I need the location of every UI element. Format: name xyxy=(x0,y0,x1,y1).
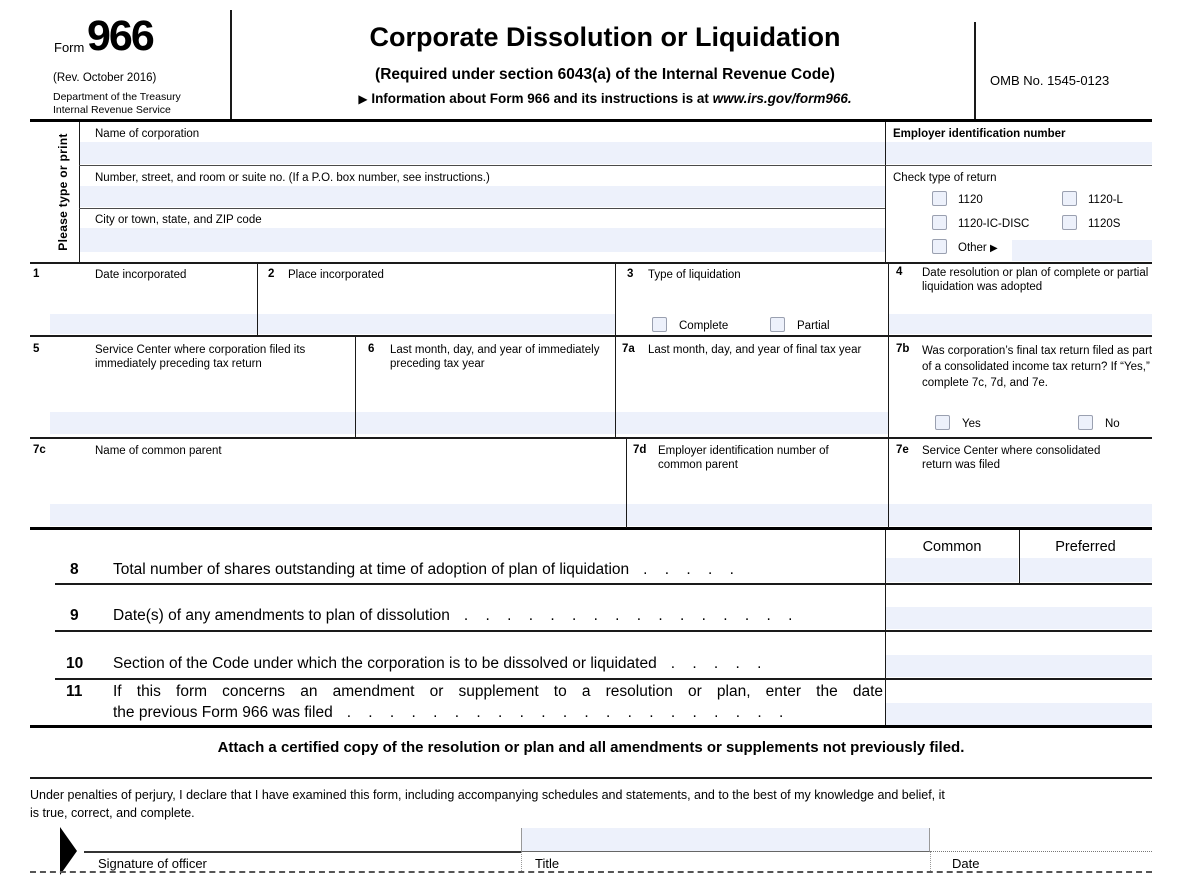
checkbox-yes-label: Yes xyxy=(962,418,981,430)
checkbox-1120-ic-disc-label: 1120-IC-DISC xyxy=(958,218,1030,230)
line8-text: Total number of shares outstanding at time of adoption of plan of liquidation . . . . . xyxy=(113,561,734,578)
ein-label: Employer identification number xyxy=(893,128,1066,140)
line8-number: 8 xyxy=(70,561,79,578)
common-parent-fields[interactable] xyxy=(50,504,1152,526)
checkbox-yes[interactable] xyxy=(935,415,950,430)
info-line xyxy=(240,91,970,106)
dot-leaders: . . . . . . . . . . . . . . . . xyxy=(463,607,793,624)
name-of-corporation-field[interactable] xyxy=(80,142,885,164)
arrow-right-icon: ▶ xyxy=(989,243,998,254)
type-of-liquidation-label: Type of liquidation xyxy=(648,269,741,281)
line2-number: 2 xyxy=(268,268,275,280)
last-preceding-tax-year-field[interactable] xyxy=(356,412,615,434)
name-of-common-parent-label: Name of common parent xyxy=(95,445,222,457)
date-line[interactable] xyxy=(930,851,1152,852)
checkbox-1120-l-label: 1120-L xyxy=(1088,194,1123,206)
place-incorporated-field[interactable] xyxy=(258,314,615,334)
line11-number: 11 xyxy=(66,683,83,700)
checkbox-partial[interactable] xyxy=(770,317,785,332)
checkbox-other[interactable] xyxy=(932,239,947,254)
city-state-zip-field[interactable] xyxy=(80,228,885,252)
ein-common-parent-label: Employer identification number of common parent xyxy=(658,445,829,471)
line9-number: 9 xyxy=(70,607,79,624)
checkbox-no-label: No xyxy=(1105,418,1120,430)
form-revision: (Rev. October 2016) xyxy=(53,72,157,84)
service-center-preceding-field[interactable] xyxy=(50,412,355,434)
arrow-right-icon: ▶ xyxy=(358,92,368,106)
line11-text-line2: the previous Form 966 was filed . . . . . . . . . . . . . . . . . . . . . xyxy=(113,704,784,721)
agency-label: Internal Revenue Service xyxy=(53,104,171,116)
line4-number: 4 xyxy=(896,266,903,278)
signature-cell-divider xyxy=(521,852,522,871)
line1-number: 1 xyxy=(33,268,40,280)
signature-of-officer-label: Signature of officer xyxy=(98,856,207,871)
row-rule xyxy=(55,630,1152,632)
city-state-zip-label: City or town, state, and ZIP code xyxy=(95,214,262,226)
date-resolution-adopted-label: Date resolution or plan of complete or partial liquidation was adopted xyxy=(922,267,1149,293)
date-label: Date xyxy=(952,856,980,871)
line10-number: 10 xyxy=(66,655,84,672)
checkbox-1120-label: 1120 xyxy=(958,194,983,206)
line11-text-line1: If this form concerns an amendment or supplement to a resolution or plan, enter the date xyxy=(113,683,883,700)
section-rule xyxy=(30,527,1152,530)
preferred-column-header: Preferred xyxy=(1055,539,1116,555)
attach-certified-copy-note: Attach a certified copy of the resolution or plan and all amendments or supplements not previously filed. xyxy=(217,739,965,756)
other-return-type-field[interactable] xyxy=(1012,240,1152,261)
department-label: Department of the Treasury xyxy=(53,91,181,103)
final-tax-year-field[interactable] xyxy=(616,412,888,434)
line7a-number: 7a xyxy=(622,343,635,355)
bottom-rule xyxy=(30,871,1152,873)
checkbox-partial-label: Partial xyxy=(797,320,830,332)
previous-form-966-date-field[interactable] xyxy=(886,703,1152,725)
cell-divider xyxy=(626,504,627,528)
form-number: 966 xyxy=(87,12,153,60)
row-divider xyxy=(79,208,886,209)
checkbox-complete[interactable] xyxy=(652,317,667,332)
service-center-preceding-label: Service Center where corporation filed its immediately preceding tax return xyxy=(95,344,306,370)
date-incorporated-field[interactable] xyxy=(50,314,257,334)
service-center-consolidated-label: Service Center where consolidated return was filed xyxy=(922,445,1101,471)
signature-cell-divider xyxy=(930,852,931,871)
line7c-number: 7c xyxy=(33,444,46,456)
section-rule xyxy=(30,262,1152,264)
row-rule xyxy=(55,583,1152,585)
row-rule xyxy=(30,335,1152,337)
page-subtitle: (Required under section 6043(a) of the Internal Revenue Code) xyxy=(375,66,835,83)
last-preceding-tax-year-label: Last month, day, and year of immediately preceding tax year xyxy=(390,344,600,370)
title-field[interactable] xyxy=(521,828,930,852)
row-rule xyxy=(55,678,1152,680)
date-incorporated-label: Date incorporated xyxy=(95,269,187,281)
ein-field[interactable] xyxy=(886,142,1152,164)
line6-number: 6 xyxy=(368,343,375,355)
code-section-field[interactable] xyxy=(886,655,1152,677)
cell-divider xyxy=(615,263,616,335)
checkbox-1120-l[interactable] xyxy=(1062,191,1077,206)
place-incorporated-label: Place incorporated xyxy=(288,269,384,281)
please-type-or-print-label: Please type or print xyxy=(56,133,70,251)
line3-number: 3 xyxy=(627,268,634,280)
header-divider-left xyxy=(230,10,232,120)
line7b-number: 7b xyxy=(896,343,910,355)
checkbox-no[interactable] xyxy=(1078,415,1093,430)
title-label: Title xyxy=(535,856,560,871)
signature-section-rule xyxy=(30,777,1152,779)
checkbox-1120[interactable] xyxy=(932,191,947,206)
date-resolution-adopted-field[interactable] xyxy=(889,314,1152,334)
form-word: Form xyxy=(54,40,85,55)
name-of-corporation-label: Name of corporation xyxy=(95,128,200,140)
consolidated-return-question-label: Was corporation’s final tax return filed as part of a consolidated income tax return? If “Yes,” complete 7c, 7d, and 7e. xyxy=(922,345,1153,389)
omb-number: OMB No. 1545-0123 xyxy=(990,73,1110,88)
perjury-statement-line1: Under penalties of perjury, I declare that I have examined this form, including accompanying schedules and statements, and to the best of my knowledge and belief, it xyxy=(30,788,945,802)
shares-common-field[interactable] xyxy=(886,558,1018,582)
checkbox-other-label: Other ▶ xyxy=(958,242,998,254)
street-address-field[interactable] xyxy=(80,186,885,207)
signature-arrow-icon xyxy=(60,827,77,875)
header-rule xyxy=(30,119,1152,122)
common-column-header: Common xyxy=(922,539,982,555)
street-address-label: Number, street, and room or suite no. (If a P.O. box number, see instructions.) xyxy=(95,172,490,184)
check-type-of-return-label: Check type of return xyxy=(893,172,997,184)
line7d-number: 7d xyxy=(633,444,647,456)
line7e-number: 7e xyxy=(896,444,909,456)
dot-leaders: . . . . . . . . . . . . . . . . . . . . . xyxy=(346,704,784,721)
checkbox-1120-ic-disc[interactable] xyxy=(932,215,947,230)
checkbox-complete-label: Complete xyxy=(679,320,729,332)
info-url: www.irs.gov/form966. xyxy=(712,91,852,106)
line5-number: 5 xyxy=(33,343,40,355)
info-text: Information about Form 966 and its instructions is at xyxy=(371,91,709,106)
shares-preferred-field[interactable] xyxy=(1020,558,1152,582)
row-divider xyxy=(79,165,886,166)
section-rule xyxy=(30,725,1152,728)
final-tax-year-label: Last month, day, and year of final tax year xyxy=(648,344,862,356)
page-title: Corporate Dissolution or Liquidation xyxy=(369,22,841,52)
line9-text: Date(s) of any amendments to plan of dissolution . . . . . . . . . . . . . . . . xyxy=(113,607,793,624)
cell-divider xyxy=(888,504,889,528)
row-rule xyxy=(30,437,1152,439)
dot-leaders: . . . . . xyxy=(670,655,762,672)
amendment-dates-field[interactable] xyxy=(886,607,1152,629)
checkbox-1120s-label: 1120S xyxy=(1088,218,1121,230)
cell-divider xyxy=(888,337,889,437)
perjury-statement-line2: is true, correct, and complete. xyxy=(30,806,195,820)
signature-line[interactable] xyxy=(84,851,521,853)
row-divider xyxy=(885,165,1152,166)
header-divider-right xyxy=(974,22,976,120)
dot-leaders: . . . . . xyxy=(643,561,734,578)
line10-text: Section of the Code under which the corporation is to be dissolved or liquidated . . . . . xyxy=(113,655,762,672)
checkbox-1120s[interactable] xyxy=(1062,215,1077,230)
